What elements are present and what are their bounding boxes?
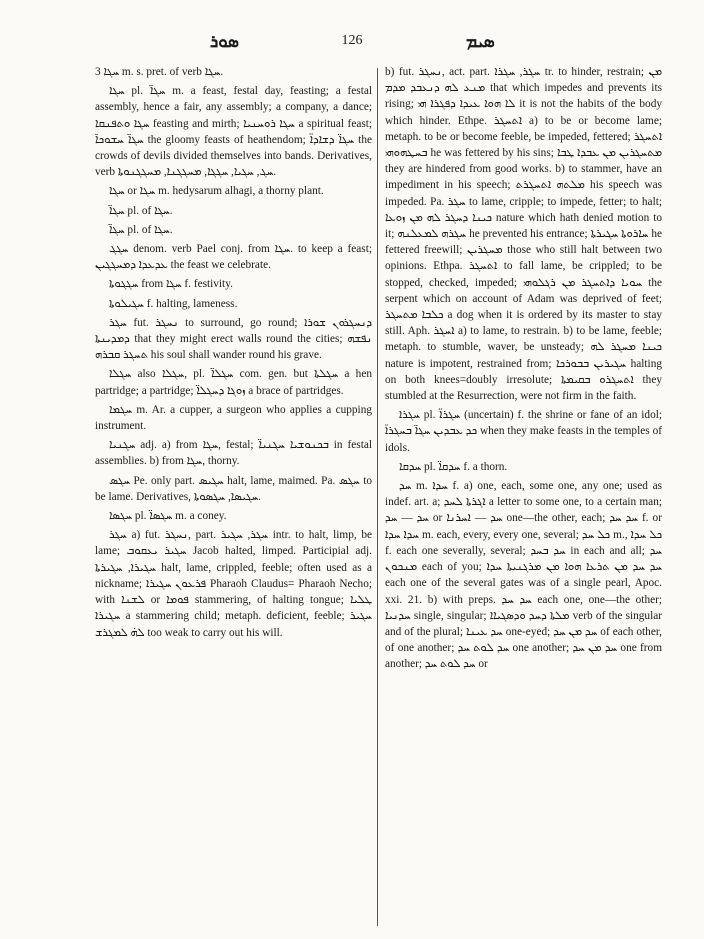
dictionary-entry: ܚܓܐ̈ pl. of ܚܓܐ.	[109, 223, 173, 236]
dictionary-entry: ܚܓܢܝܐ adj. a) from ܚܓܐ, festal; ܒܟܢܘܫܝܐ ܚܓܢܝܐ̈ in festal assemblies. b) from ܚܓܐ, thorny.	[95, 439, 372, 468]
dictionary-entry: ܚܓܓ denom. verb Pael conj. from ܚܓܐ. to keep a feast; ܥܕܥܕܐ ܕܡܚܓܓܝܢ the feast we celebrate.	[95, 243, 372, 272]
dictionary-entry: ܚܕ m. ܚܕܐ f. a) one, each, some one, any one; used as indef. art. a; ܐܓܪܬܐ ܠܚܕ a letter to some one, to a certain man; ܚܕ — ܚܕ or ܚܕ — ܐܚܪܢܐ one—the other, each; ܚܕ ܚܕ f. or ܚܕܐ ܚܕܐ m. each, every, every one, several; ܟܠ ܚܕ m., ܟܠ ܚܕܐ f. each one severally, several; ܚܕ ܒܚܕ in each and all; ܚܕ ܡܢܟܘܢ each of you; ܚܕ ܚܕ ܡܢ ܬܪܥܐ ܗܘܐ ܡܢ ܡܪܓܢܝܬܐ ܚܕܐ each one of the several gates was of a single pearl, Apoc. xxi. 21. b) with preps. ܚܕ ܚܕ each one, one—the other; ܚܕܢܝܐ single, singular; ܡܠܬܐ ܕܚܕ ܘܕܣܓܝܐܐ verb of the singular and of the plural; ܚܕ ܥܝܢܐ one-eyed; ܚܕ ܡܢ ܚܕ of each other, of one another; ܚܕ ܠܘܬ ܚܕ one another; ܚܕ ܡܢ ܚܕ one from another; ܚܕ ܠܘܬ ܚܕ or	[385, 480, 662, 671]
dictionary-entry: ܚܓܠܐ also ܚܓܠܐ, pl. ܚܓܠܐ̈ com. gen. but ܚܓܠܬܐ a hen partridge; a partridge; ܙܘܓܐ ܕܚܓܠܐ̈ a brace of partridges.	[95, 368, 372, 397]
left-column	[95, 64, 372, 930]
dictionary-entry: ܚܓܪܐ pl. ܚܓܪܐ̈ (uncertain) f. the shrine or fane of an idol; ܟܕ ܥܒܕܝܢ ܚܓܐ̈ ܒܚܓܪܐ̈ when they make feasts in the temples of idols.	[385, 409, 662, 454]
page-number: 126	[341, 33, 363, 48]
running-header	[0, 30, 704, 54]
dictionary-entry: ܚܓܣ Pe. only part. ܚܓܝܣ halt, lame, maimed. Pa. ܚܓܣ to be lame. Derivatives, ܚܓܝܣܐ, ܚܓܣܘܬܐ.	[95, 474, 372, 503]
dictionary-entry: ܚܓܝܠܘܬܐ f. halting, lameness.	[109, 297, 238, 310]
dictionary-entry: ܚܕܩܐ pl. ܚܕܩܐ̈ f. a thorn.	[399, 460, 508, 473]
right-column	[385, 64, 662, 930]
dictionary-entry: ܚܓܣܐ pl. ܚܓܣܐ̈ m. a coney.	[109, 510, 227, 523]
column-divider	[377, 68, 378, 926]
dictionary-entry: ܚܓܡܐ m. Ar. a cupper, a surgeon who applies a cupping instrument.	[95, 403, 372, 433]
dictionary-entry: ܚܓܐ or ܚܓܐ m. hedysarum alhagi, a thorny plant.	[109, 185, 324, 198]
dictionary-entry: ܚܓܓܘܬܐ from ܚܓܐ f. festivity.	[109, 278, 233, 291]
dictionary-entry: ܚܓܐ pl. ܚܓܐ̈ m. a feast, festal day, feasting; a festal assembly, hence a fair, any assembly; a company, a dance; ܚܓܐ ܘܬܦܢܩܐ feasting and mirth; ܚܓܐ ܪܘܚܢܝܐ a spiritual feast; ܚܓܐ̈ ܚܫܘܟܐ̈ the gloomy feasts of heathendom; ܚܓܐ̈ ܕܫܐܕܐ̈ the crowds of devils divided themselves into bands. Derivatives, verb ܚܓ, ܚܓܝܐ, ܚܓܓܐ, ܡܚܓܓܢܐ, ܡܚܓܓܢܘܬܐ.	[95, 85, 372, 179]
dictionary-entry: ܚܓܪ a) fut. ܢܚܓܪ, part. ܚܓܪ, ܚܓܝܪ intr. to halt, limp, be lame; ܚܓܝܪ ܝܥܩܘܒ Jacob halted, limped. Participial adj. ܚܓܝܪܐ, ܚܓܝܪܬܐ halt, lame, crippled, feeble; often used as a nickname; ܦܪܥܘܢ ܚܓܝܪܐ Pharaoh Claudus= Pharaoh Necho; with ܠܫܢܐ or ܦܘܡܐ stammering, of halting tongue; ܛܠܝܐ ܚܓܝܪܐ a stammering child; metaph. deficient, feeble; ܚܓܝܪ ܠܗ̇ ܠܡܓܪܫ too weak to carry out his will.	[95, 529, 372, 639]
dictionary-entry: b) fut. ܢܚܓܪ, act. part. ܚܓܪ, ܚܓܪܐ tr. to hinder, restrain; ܡܢ ܡܢܥ ܠܗ ܕܢܥܒܕ ܡܕܡ that which impedes and prevents its rising; ܠܐ ܗܘܐ ܥܝܕܐ ܕܦܓܪܐ ܗܝ it is not the habits of the body which hinder. Ethpe. ܐܬܚܓܪ a) to be or become lame; metaph. to be or become feeble, be impeded, fettered; ܐܬܚܓܪ ܒܚܛܗܘܗܝ he was fettered by his sins; ܡܬܚܓܪܝܢ ܡܢ ܥܒܕܐ ܛܒܐ they are hindered from good works. b) to stammer, have an impediment in his speech; ܡܠܬܗ ܐܬܚܓܪܬ his speech was impeded. Pa. ܚܓܪ to lame, cripple; to impede, fetter; to halt; ܟܝܢܐ ܕܚܓܪ ܠܗ ܡܢ ܙܘܥܐ nature which hath denied motion to it; ܚܓܪܗ ܠܡܥܠܢܗ he prevented his entrance; ܚܐܪܘܬܐ ܚܓܝܪܬܐ he fettered freewill; ܡܚܓܪܝܢ those who still halt between two opinions. Ethpa. ܐܬܚܓܪ to fall lame, be crippled; to be stopped, checked, impeded; ܚܘܝܐ ܕܐܬܚܓܪ ܡܢ ܪܓܠܘܗܝ the serpent which on account of Adam was deprived of feet; ܟܠܒܐ ܡܬܚܓܪ a dog when it is ordered by its master to stay still. Aph. ܐܚܓܪ a) to lame, to restrain. b) to be lame, feeble; metaph. to stumble, waver, be unsteady; ܟܝܢܐ ܡܚܓܪ ܠܗ nature is impotent, restrained from; ܚܓܝܪܝܢ ܒܒܘܪܟܐ halting on both knees=doubly irresolute; ܐܬܚܓܪܘ ܒܩܝܡܬܐ they stumbled at the Resurrection, were not firm in the faith.	[385, 66, 662, 403]
right-guide-word: ܣܝܡ	[466, 32, 495, 51]
dictionary-entry: ܚܓܐ 3 m. s. pret. of verb ܚܓܐ.	[95, 66, 224, 78]
left-guide-word: ܣܘܪ	[210, 32, 239, 51]
dictionary-entry: ܚܓܐ̈ pl. of ܚܓܐ.	[109, 204, 173, 217]
dictionary-entry: ܚܓܪ fut. ܢܚܓܪ to surround, go round; ܕܢܚܓܪܘܢ ܫܘܪܐ ܕܡܕܝܢܬܐ that they might erect walls round the cities; ܢܦܫܗ ܬܚܓܪ ܩܒܪܗ his soul shall wander round his grave.	[95, 316, 372, 362]
